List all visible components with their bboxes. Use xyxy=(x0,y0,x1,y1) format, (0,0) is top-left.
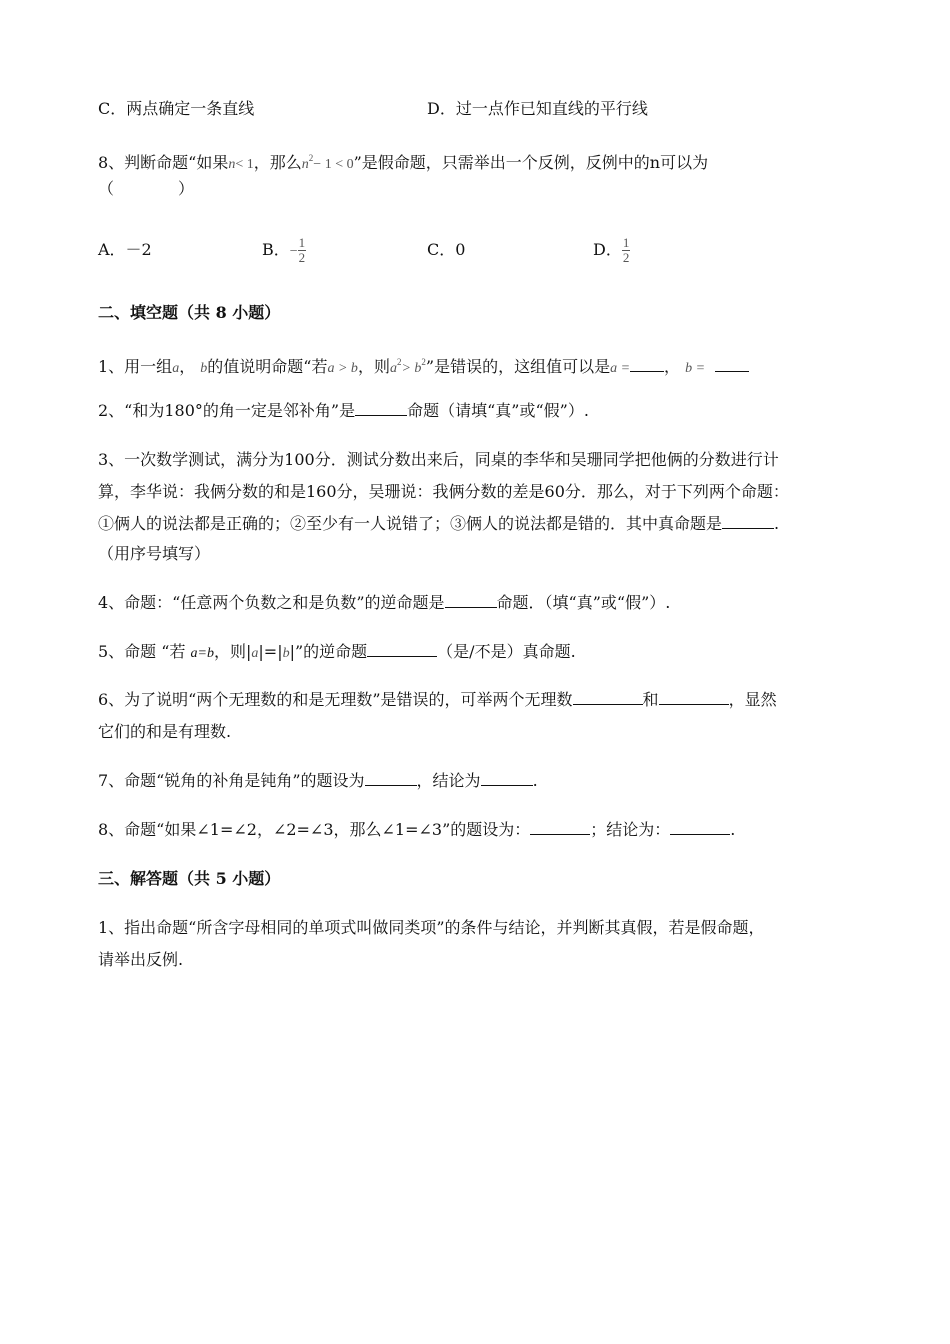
q7-option-d: D．过一点作已知直线的平行线 xyxy=(427,99,648,118)
fill-q3-line1: 3、一次数学测试，满分为100分．测试分数出来后，同桌的李华和吴珊同学把他俩的分数进行计 xyxy=(98,450,779,469)
fill-q6-line2: 它们的和是有理数. xyxy=(98,722,232,741)
fill-q1-blank-a[interactable] xyxy=(630,357,664,372)
fill-q6-line1: 6、为了说明“两个无理数的和是无理数”是错误的，可举两个无理数 和 ，显然 xyxy=(98,690,777,709)
fill-q4-blank[interactable] xyxy=(445,593,497,608)
fill-q5-blank[interactable] xyxy=(367,642,437,657)
fill-q5: 5、命题 “若 a=b，则|a|=|b|”的逆命题 （是/不是）真命题. xyxy=(98,642,576,661)
q8-option-a: A．－2 xyxy=(98,240,152,259)
q8-option-c: C．0 xyxy=(427,240,466,259)
fill-q8-blank-1[interactable] xyxy=(530,820,590,835)
q8-stem: 8、判断命题“如果n< 1，那么$n^2- 1 < 0$”是假命题，只需举出一个反例，反例中的n可以为 xyxy=(98,153,709,172)
fill-q6-blank-1[interactable] xyxy=(573,690,643,705)
section-2-title: 二、填空题（共 8 小题） xyxy=(98,303,281,322)
answer-q1-line1: 1、指出命题“所含字母相同的单项式叫做同类项”的条件与结论，并判断其真假，若是假命题， xyxy=(98,918,765,937)
fill-q3-line2: 算，李华说：我俩分数的和是160分，吴珊说：我俩分数的差是60分．那么，对于下列两个命题： xyxy=(98,482,789,501)
q8-option-d: D． $\frac{1}{2}$ xyxy=(593,235,630,265)
fill-q3-line3: ①俩人的说法都是正确的；②至少有一人说错了；③俩人的说法都是错的．其中真命题是 . xyxy=(98,514,780,533)
q8-answer-paren: （ ） xyxy=(98,179,195,198)
fill-q1-blank-b[interactable] xyxy=(715,357,749,372)
fill-q7: 7、命题“锐角的补角是钝角”的题设为 ，结论为 . xyxy=(98,771,538,790)
q8-option-b: B．− $\frac{1}{2}$ xyxy=(262,235,306,265)
fill-q8: 8、命题“如果∠1=∠2，∠2=∠3，那么∠1=∠3”的题设为： ；结论为： . xyxy=(98,820,736,839)
fill-q7-blank-2[interactable] xyxy=(481,771,533,786)
fill-q2: 2、“和为180°的角一定是邻补角”是 命题（请填“真”或“假”）. xyxy=(98,401,589,420)
fill-q2-blank[interactable] xyxy=(355,401,407,416)
section-3-title: 三、解答题（共 5 小题） xyxy=(98,869,281,888)
fill-q4: 4、命题：“任意两个负数之和是负数”的逆命题是 命题．（填“真”或“假”）. xyxy=(98,593,671,612)
fill-q6-blank-2[interactable] xyxy=(659,690,729,705)
fill-q3-line4: （用序号填写） xyxy=(98,544,211,563)
fill-q8-blank-2[interactable] xyxy=(670,820,730,835)
answer-q1-line2: 请举出反例. xyxy=(98,950,184,969)
fill-q7-blank-1[interactable] xyxy=(365,771,417,786)
q7-option-c: C．两点确定一条直线 xyxy=(98,99,255,118)
fill-q1: 1、用一组a， b的值说明命题“若a > b，则$a^2> b^2$”是错误的，这组值可以是a = ， b = xyxy=(98,352,749,379)
fill-q3-blank[interactable] xyxy=(722,514,774,529)
